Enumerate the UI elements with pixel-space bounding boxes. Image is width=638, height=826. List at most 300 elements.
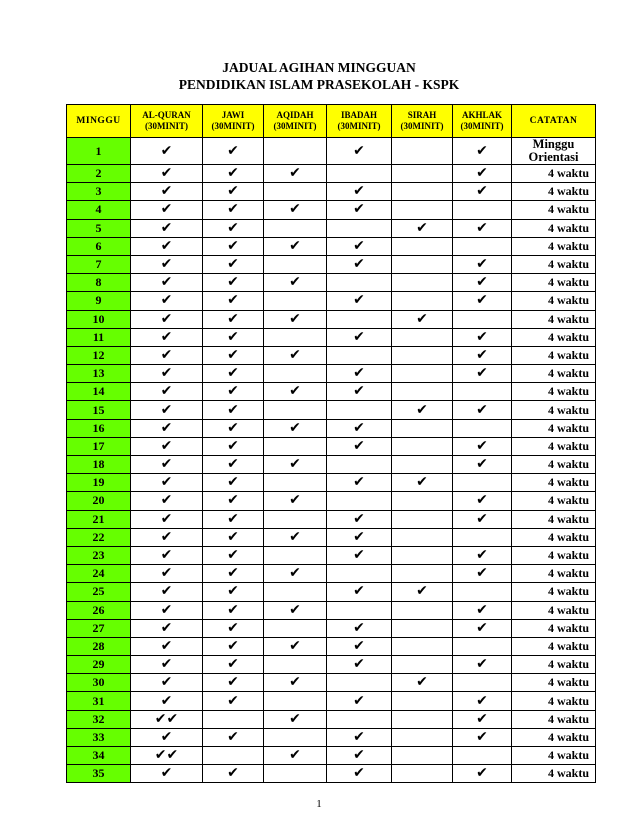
check-cell-aqidah: ✔	[264, 237, 327, 255]
week-number: 19	[67, 474, 131, 492]
check-cell-akhlak: ✔	[453, 219, 512, 237]
check-cell-akhlak	[453, 583, 512, 601]
page-number: 1	[316, 798, 322, 810]
check-cell-jawi: ✔	[203, 237, 264, 255]
check-cell-ibadah: ✔	[327, 437, 392, 455]
check-cell-aqidah	[264, 255, 327, 273]
check-cell-akhlak: ✔	[453, 601, 512, 619]
check-cell-ibadah	[327, 346, 392, 364]
table-row	[67, 183, 596, 201]
check-cell-akhlak	[453, 419, 512, 437]
check-cell-quran: ✔	[131, 201, 203, 219]
check-cell-akhlak	[453, 674, 512, 692]
check-cell-ibadah: ✔	[327, 292, 392, 310]
check-cell-aqidah	[264, 365, 327, 383]
check-cell-akhlak: ✔	[453, 656, 512, 674]
check-cell-jawi: ✔	[203, 656, 264, 674]
check-cell-jawi: ✔	[203, 692, 264, 710]
table-row	[67, 346, 596, 364]
check-cell-akhlak	[453, 383, 512, 401]
check-cell-sirah	[392, 237, 453, 255]
check-cell-aqidah	[264, 619, 327, 637]
week-number: 35	[67, 765, 131, 783]
note-cell: 4 waktu	[512, 274, 596, 292]
check-cell-ibadah: ✔	[327, 656, 392, 674]
check-cell-aqidah	[264, 546, 327, 564]
check-cell-quran: ✔	[131, 619, 203, 637]
check-cell-aqidah: ✔	[264, 674, 327, 692]
check-cell-sirah	[392, 765, 453, 783]
table-row	[67, 492, 596, 510]
week-number: 12	[67, 346, 131, 364]
check-cell-quran: ✔	[131, 456, 203, 474]
column-header-minggu: MINGGU	[67, 105, 131, 138]
check-cell-akhlak: ✔	[453, 765, 512, 783]
check-cell-jawi: ✔	[203, 528, 264, 546]
check-cell-akhlak: ✔	[453, 274, 512, 292]
note-cell: 4 waktu	[512, 747, 596, 765]
check-cell-jawi	[203, 747, 264, 765]
check-cell-ibadah: ✔	[327, 419, 392, 437]
check-cell-aqidah	[264, 692, 327, 710]
table-row	[67, 474, 596, 492]
check-cell-jawi: ✔	[203, 219, 264, 237]
check-cell-quran: ✔	[131, 274, 203, 292]
note-cell: 4 waktu	[512, 292, 596, 310]
check-cell-quran: ✔	[131, 583, 203, 601]
check-cell-akhlak: ✔	[453, 292, 512, 310]
check-cell-aqidah: ✔	[264, 456, 327, 474]
check-cell-ibadah: ✔	[327, 328, 392, 346]
week-number: 4	[67, 201, 131, 219]
week-number: 18	[67, 456, 131, 474]
check-cell-ibadah: ✔	[327, 637, 392, 655]
check-cell-akhlak: ✔	[453, 710, 512, 728]
check-cell-jawi: ✔	[203, 138, 264, 165]
table-row	[67, 201, 596, 219]
week-number: 25	[67, 583, 131, 601]
check-cell-sirah	[392, 419, 453, 437]
check-cell-aqidah: ✔	[264, 201, 327, 219]
check-cell-ibadah	[327, 710, 392, 728]
note-cell: 4 waktu	[512, 565, 596, 583]
check-cell-quran: ✔	[131, 637, 203, 655]
check-cell-jawi: ✔	[203, 274, 264, 292]
week-number: 22	[67, 528, 131, 546]
check-cell-sirah: ✔	[392, 674, 453, 692]
check-cell-sirah	[392, 437, 453, 455]
check-cell-ibadah	[327, 219, 392, 237]
note-cell: 4 waktu	[512, 510, 596, 528]
check-cell-quran: ✔	[131, 510, 203, 528]
week-number: 8	[67, 274, 131, 292]
check-cell-sirah	[392, 201, 453, 219]
note-cell: 4 waktu	[512, 601, 596, 619]
check-cell-quran: ✔	[131, 474, 203, 492]
table-row	[67, 674, 596, 692]
check-cell-ibadah: ✔	[327, 619, 392, 637]
check-cell-sirah	[392, 183, 453, 201]
note-cell: 4 waktu	[512, 183, 596, 201]
check-cell-sirah	[392, 692, 453, 710]
table-row	[67, 138, 596, 165]
check-cell-akhlak: ✔	[453, 328, 512, 346]
week-number: 3	[67, 183, 131, 201]
check-cell-sirah	[392, 346, 453, 364]
check-cell-jawi: ✔	[203, 183, 264, 201]
check-cell-sirah	[392, 138, 453, 165]
check-cell-ibadah	[327, 492, 392, 510]
check-cell-jawi: ✔	[203, 619, 264, 637]
week-number: 11	[67, 328, 131, 346]
check-cell-jawi: ✔	[203, 419, 264, 437]
note-cell: 4 waktu	[512, 437, 596, 455]
check-cell-quran: ✔	[131, 674, 203, 692]
check-cell-jawi: ✔	[203, 474, 264, 492]
week-number: 32	[67, 710, 131, 728]
check-cell-aqidah	[264, 728, 327, 746]
week-number: 9	[67, 292, 131, 310]
check-cell-sirah: ✔	[392, 310, 453, 328]
week-number: 34	[67, 747, 131, 765]
note-cell: 4 waktu	[512, 474, 596, 492]
check-cell-ibadah: ✔	[327, 728, 392, 746]
note-cell: 4 waktu	[512, 346, 596, 364]
week-number: 26	[67, 601, 131, 619]
note-cell: 4 waktu	[512, 637, 596, 655]
check-cell-akhlak: ✔	[453, 138, 512, 165]
week-number: 7	[67, 255, 131, 273]
table-row	[67, 528, 596, 546]
table-row	[67, 546, 596, 564]
table-row	[67, 728, 596, 746]
check-cell-akhlak: ✔	[453, 546, 512, 564]
table-row	[67, 237, 596, 255]
table-row	[67, 383, 596, 401]
check-cell-aqidah	[264, 656, 327, 674]
check-cell-sirah	[392, 656, 453, 674]
note-cell: 4 waktu	[512, 401, 596, 419]
week-number: 14	[67, 383, 131, 401]
table-row	[67, 456, 596, 474]
note-cell: 4 waktu	[512, 692, 596, 710]
check-cell-sirah	[392, 747, 453, 765]
check-cell-aqidah	[264, 765, 327, 783]
check-cell-quran: ✔	[131, 219, 203, 237]
check-cell-jawi: ✔	[203, 565, 264, 583]
check-cell-sirah	[392, 383, 453, 401]
check-cell-akhlak: ✔	[453, 346, 512, 364]
check-cell-sirah	[392, 601, 453, 619]
check-cell-ibadah	[327, 274, 392, 292]
check-cell-quran: ✔	[131, 383, 203, 401]
check-cell-sirah	[392, 710, 453, 728]
check-cell-sirah	[392, 492, 453, 510]
table-row	[67, 401, 596, 419]
check-cell-jawi: ✔	[203, 437, 264, 455]
check-cell-quran: ✔	[131, 692, 203, 710]
check-cell-ibadah: ✔	[327, 583, 392, 601]
note-cell: 4 waktu	[512, 365, 596, 383]
column-header-quran: AL-QURAN (30MINIT)	[131, 105, 203, 138]
table-row	[67, 255, 596, 273]
week-number: 21	[67, 510, 131, 528]
check-cell-ibadah: ✔	[327, 255, 392, 273]
check-cell-jawi: ✔	[203, 328, 264, 346]
check-cell-aqidah	[264, 474, 327, 492]
note-cell: 4 waktu	[512, 492, 596, 510]
check-cell-akhlak	[453, 201, 512, 219]
check-cell-quran: ✔✔	[131, 747, 203, 765]
column-header-catatan: CATATAN	[512, 105, 596, 138]
check-cell-akhlak: ✔	[453, 401, 512, 419]
week-number: 27	[67, 619, 131, 637]
table-row	[67, 219, 596, 237]
week-number: 5	[67, 219, 131, 237]
check-cell-aqidah	[264, 328, 327, 346]
column-header-sirah: SIRAH (30MINIT)	[392, 105, 453, 138]
check-cell-ibadah: ✔	[327, 237, 392, 255]
check-cell-quran: ✔	[131, 237, 203, 255]
table-row	[67, 747, 596, 765]
check-cell-sirah	[392, 456, 453, 474]
table-row	[67, 765, 596, 783]
check-cell-akhlak	[453, 237, 512, 255]
note-cell: 4 waktu	[512, 328, 596, 346]
check-cell-sirah	[392, 546, 453, 564]
check-cell-ibadah	[327, 565, 392, 583]
note-cell: 4 waktu	[512, 619, 596, 637]
check-cell-aqidah	[264, 583, 327, 601]
check-cell-akhlak: ✔	[453, 255, 512, 273]
check-cell-aqidah	[264, 437, 327, 455]
check-cell-sirah	[392, 565, 453, 583]
note-cell: 4 waktu	[512, 546, 596, 564]
check-cell-akhlak: ✔	[453, 692, 512, 710]
note-cell: 4 waktu	[512, 710, 596, 728]
check-cell-ibadah: ✔	[327, 692, 392, 710]
note-cell: 4 waktu	[512, 255, 596, 273]
check-cell-jawi: ✔	[203, 165, 264, 183]
check-cell-sirah	[392, 165, 453, 183]
check-cell-sirah: ✔	[392, 474, 453, 492]
check-cell-ibadah: ✔	[327, 201, 392, 219]
check-cell-aqidah	[264, 292, 327, 310]
check-cell-sirah	[392, 365, 453, 383]
check-cell-aqidah	[264, 138, 327, 165]
week-number: 28	[67, 637, 131, 655]
check-cell-ibadah: ✔	[327, 365, 392, 383]
check-cell-akhlak: ✔	[453, 565, 512, 583]
table-row	[67, 274, 596, 292]
check-cell-jawi: ✔	[203, 401, 264, 419]
week-number: 13	[67, 365, 131, 383]
check-cell-jawi: ✔	[203, 510, 264, 528]
check-cell-quran: ✔	[131, 656, 203, 674]
week-number: 2	[67, 165, 131, 183]
table-row	[67, 328, 596, 346]
column-header-ibadah: IBADAH (30MINIT)	[327, 105, 392, 138]
check-cell-quran: ✔	[131, 419, 203, 437]
week-number: 16	[67, 419, 131, 437]
check-cell-sirah	[392, 274, 453, 292]
note-cell: 4 waktu	[512, 456, 596, 474]
note-cell: 4 waktu	[512, 201, 596, 219]
table-row	[67, 292, 596, 310]
check-cell-akhlak	[453, 747, 512, 765]
table-row	[67, 692, 596, 710]
check-cell-quran: ✔	[131, 528, 203, 546]
check-cell-akhlak: ✔	[453, 165, 512, 183]
note-cell: 4 waktu	[512, 219, 596, 237]
week-number: 17	[67, 437, 131, 455]
check-cell-ibadah	[327, 165, 392, 183]
check-cell-jawi: ✔	[203, 674, 264, 692]
check-cell-quran: ✔	[131, 183, 203, 201]
column-header-jawi: JAWI (30MINIT)	[203, 105, 264, 138]
check-cell-aqidah	[264, 510, 327, 528]
week-number: 29	[67, 656, 131, 674]
table-row	[67, 437, 596, 455]
check-cell-quran: ✔	[131, 728, 203, 746]
check-cell-quran: ✔	[131, 492, 203, 510]
check-cell-aqidah: ✔	[264, 601, 327, 619]
check-cell-jawi: ✔	[203, 310, 264, 328]
check-cell-jawi: ✔	[203, 365, 264, 383]
check-cell-quran: ✔	[131, 401, 203, 419]
weekly-schedule-table	[66, 104, 596, 783]
check-cell-aqidah: ✔	[264, 383, 327, 401]
check-cell-quran: ✔	[131, 437, 203, 455]
check-cell-jawi: ✔	[203, 637, 264, 655]
check-cell-akhlak	[453, 474, 512, 492]
check-cell-quran: ✔	[131, 765, 203, 783]
check-cell-ibadah: ✔	[327, 528, 392, 546]
check-cell-jawi: ✔	[203, 456, 264, 474]
table-row	[67, 510, 596, 528]
check-cell-akhlak	[453, 310, 512, 328]
table-row	[67, 656, 596, 674]
week-number: 31	[67, 692, 131, 710]
check-cell-jawi: ✔	[203, 383, 264, 401]
note-cell: 4 waktu	[512, 419, 596, 437]
check-cell-aqidah: ✔	[264, 710, 327, 728]
check-cell-jawi: ✔	[203, 346, 264, 364]
check-cell-jawi: ✔	[203, 583, 264, 601]
check-cell-quran: ✔	[131, 292, 203, 310]
check-cell-jawi: ✔	[203, 292, 264, 310]
check-cell-ibadah: ✔	[327, 747, 392, 765]
note-cell: Minggu Orientasi	[512, 138, 596, 165]
check-cell-sirah	[392, 255, 453, 273]
week-number: 33	[67, 728, 131, 746]
table-row	[67, 365, 596, 383]
check-cell-quran: ✔	[131, 565, 203, 583]
check-cell-akhlak: ✔	[453, 365, 512, 383]
check-cell-jawi: ✔	[203, 255, 264, 273]
check-cell-quran: ✔	[131, 165, 203, 183]
check-cell-ibadah: ✔	[327, 474, 392, 492]
check-cell-jawi: ✔	[203, 601, 264, 619]
check-cell-aqidah: ✔	[264, 637, 327, 655]
check-cell-ibadah: ✔	[327, 383, 392, 401]
note-cell: 4 waktu	[512, 765, 596, 783]
check-cell-jawi: ✔	[203, 492, 264, 510]
check-cell-jawi: ✔	[203, 728, 264, 746]
document-title: JADUAL AGIHAN MINGGUAN	[222, 60, 416, 75]
week-number: 10	[67, 310, 131, 328]
check-cell-quran: ✔	[131, 255, 203, 273]
check-cell-sirah	[392, 728, 453, 746]
check-cell-ibadah: ✔	[327, 510, 392, 528]
week-number: 24	[67, 565, 131, 583]
check-cell-sirah: ✔	[392, 583, 453, 601]
check-cell-aqidah: ✔	[264, 274, 327, 292]
check-cell-akhlak: ✔	[453, 619, 512, 637]
document-subtitle: PENDIDIKAN ISLAM PRASEKOLAH - KSPK	[178, 77, 460, 92]
check-cell-jawi	[203, 710, 264, 728]
check-cell-quran: ✔	[131, 346, 203, 364]
check-cell-ibadah	[327, 401, 392, 419]
table-row	[67, 419, 596, 437]
check-cell-aqidah: ✔	[264, 565, 327, 583]
table-row	[67, 619, 596, 637]
check-cell-sirah	[392, 528, 453, 546]
note-cell: 4 waktu	[512, 383, 596, 401]
check-cell-akhlak: ✔	[453, 437, 512, 455]
table-row	[67, 565, 596, 583]
check-cell-aqidah: ✔	[264, 747, 327, 765]
check-cell-quran: ✔✔	[131, 710, 203, 728]
check-cell-ibadah: ✔	[327, 138, 392, 165]
check-cell-quran: ✔	[131, 328, 203, 346]
check-cell-akhlak: ✔	[453, 492, 512, 510]
check-cell-akhlak: ✔	[453, 510, 512, 528]
check-cell-ibadah	[327, 456, 392, 474]
note-cell: 4 waktu	[512, 165, 596, 183]
check-cell-ibadah	[327, 674, 392, 692]
check-cell-aqidah	[264, 183, 327, 201]
check-cell-quran: ✔	[131, 365, 203, 383]
check-cell-jawi: ✔	[203, 765, 264, 783]
check-cell-sirah	[392, 292, 453, 310]
check-cell-akhlak: ✔	[453, 728, 512, 746]
check-cell-sirah: ✔	[392, 401, 453, 419]
header-row	[67, 105, 596, 138]
week-number: 6	[67, 237, 131, 255]
check-cell-sirah	[392, 619, 453, 637]
check-cell-aqidah: ✔	[264, 419, 327, 437]
check-cell-akhlak: ✔	[453, 456, 512, 474]
week-number: 20	[67, 492, 131, 510]
check-cell-ibadah: ✔	[327, 765, 392, 783]
note-cell: 4 waktu	[512, 310, 596, 328]
check-cell-sirah	[392, 637, 453, 655]
note-cell: 4 waktu	[512, 583, 596, 601]
column-header-akhlak: AKHLAK (30MINIT)	[453, 105, 512, 138]
check-cell-aqidah: ✔	[264, 310, 327, 328]
week-number: 30	[67, 674, 131, 692]
check-cell-aqidah: ✔	[264, 492, 327, 510]
check-cell-aqidah: ✔	[264, 165, 327, 183]
check-cell-sirah	[392, 328, 453, 346]
note-cell: 4 waktu	[512, 237, 596, 255]
week-number: 15	[67, 401, 131, 419]
check-cell-ibadah: ✔	[327, 183, 392, 201]
check-cell-ibadah	[327, 601, 392, 619]
check-cell-ibadah	[327, 310, 392, 328]
table-row	[67, 310, 596, 328]
